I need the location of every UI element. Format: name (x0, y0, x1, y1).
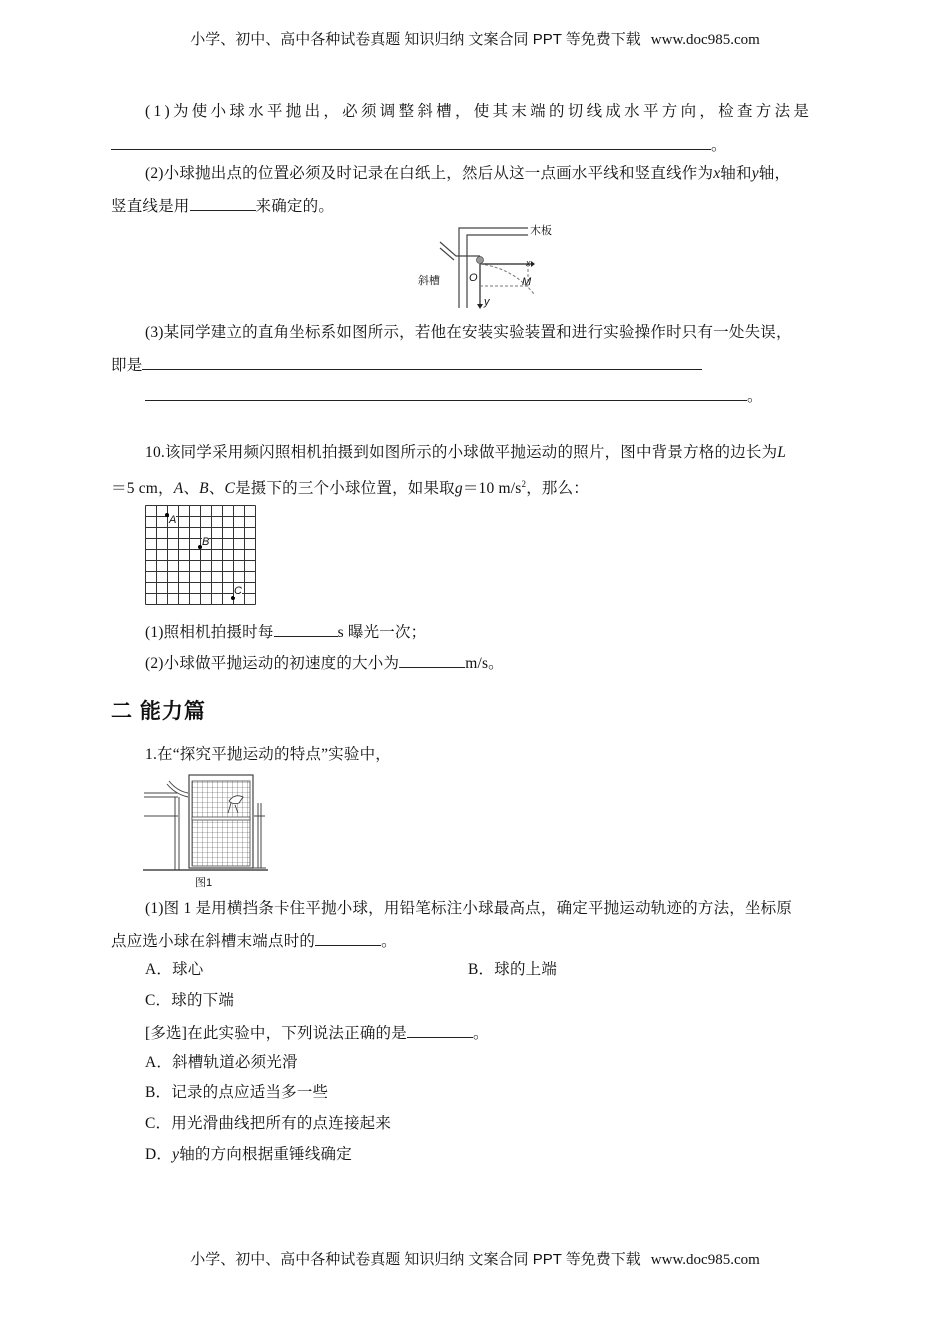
answer-blank[interactable] (190, 195, 256, 211)
figure-caption: 图1 (195, 877, 213, 889)
q9-part2-line2: 竖直线是用 来确定的。 (111, 195, 334, 217)
q10-line2: ＝5 cm，A、B、C是摄下的三个小球位置，如果取g＝10 $m/s^2$，那么： (111, 479, 590, 498)
page-header (0, 28, 950, 49)
multi-option-c[interactable]: C．用光滑曲线把所有的点连接起来 (145, 1115, 392, 1132)
strobe-grid-figure (145, 505, 257, 609)
option-a[interactable]: A．球心 (145, 961, 204, 978)
q9-part3-line3: 。 (145, 385, 763, 407)
s2q1-part1-line1: (1)图 1 是用横挡条卡住平抛小球，用铅笔标注小球最高点，确定平抛运动轨迹的方法，坐标原 (145, 900, 793, 917)
page-footer (0, 1248, 950, 1269)
answer-blank[interactable] (111, 134, 711, 150)
s2q1-intro: 1.在“探究平抛运动的特点”实验中， (145, 746, 391, 763)
q9-part2-line1: (2)小球抛出点的位置必须及时记录在白纸上，然后从这一点画水平线和竖直线作为x轴和y轴， (145, 165, 791, 182)
point-b-label: B (202, 536, 210, 548)
label-x-axis: x (526, 258, 531, 268)
header-text: 小学、初中、高中各种试卷真题 知识归纳 文案合同 PPT 等免费下载 (190, 31, 641, 48)
q9-part3-line1: (3)某同学建立的直角坐标系如图所示，若他在安装实验装置和进行实验操作时只有一处失误， (145, 324, 792, 341)
header-url[interactable]: www.doc985.com (650, 32, 760, 48)
answer-blank[interactable] (399, 652, 465, 668)
label-board: 木板 (530, 225, 552, 237)
q9-part3-line2: 即是 (111, 354, 702, 376)
option-b[interactable]: B．球的上端 (468, 961, 558, 978)
label-y-axis: y (484, 296, 490, 308)
answer-blank[interactable] (142, 354, 702, 370)
label-chute: 斜槽 (418, 275, 440, 287)
point-c-label: C (234, 585, 242, 597)
section-title: 二 能力篇 (111, 700, 206, 723)
s2q1-multi-select-prompt: [多选]在此实验中，下列说法正确的是 。 (145, 1022, 489, 1044)
q10-sub1: (1)照相机拍摄时每 s 曝光一次； (145, 621, 426, 643)
point-a-label: A (169, 514, 177, 526)
q9-part1-text: (1)为使小球水平抛出，必须调整斜槽，使其末端的切线成水平方向，检查方法是 (145, 103, 813, 120)
answer-blank[interactable] (407, 1022, 473, 1038)
multi-option-d[interactable]: D．y轴的方向根据重锤线确定 (145, 1146, 352, 1163)
apparatus-svg (143, 773, 273, 873)
chute-coordinate-figure (418, 220, 568, 310)
answer-blank[interactable] (315, 930, 381, 946)
multi-option-a[interactable]: A．斜槽轨道必须光滑 (145, 1054, 298, 1071)
q10-sub2: (2)小球做平抛运动的初速度的大小为 m/s。 (145, 652, 504, 674)
footer-url[interactable]: www.doc985.com (650, 1252, 760, 1268)
footer-text: 小学、初中、高中各种试卷真题 知识归纳 文案合同 PPT 等免费下载 (190, 1251, 641, 1268)
experiment-apparatus-figure (143, 773, 273, 891)
q9-part1-answer-line: 。 (111, 134, 727, 156)
s2q1-part1-line2: 点应选小球在斜槽末端点时的 。 (111, 930, 397, 952)
answer-blank[interactable] (274, 621, 338, 637)
multi-option-b[interactable]: B．记录的点应适当多一些 (145, 1084, 329, 1101)
label-origin: O (469, 272, 478, 284)
option-c[interactable]: C．球的下端 (145, 992, 235, 1009)
q10-line1: 10.该同学采用频闪照相机拍摄到如图所示的小球做平抛运动的照片，图中背景方格的边长为L (145, 444, 787, 461)
answer-blank[interactable] (145, 385, 747, 401)
label-point-m: M (522, 276, 532, 288)
